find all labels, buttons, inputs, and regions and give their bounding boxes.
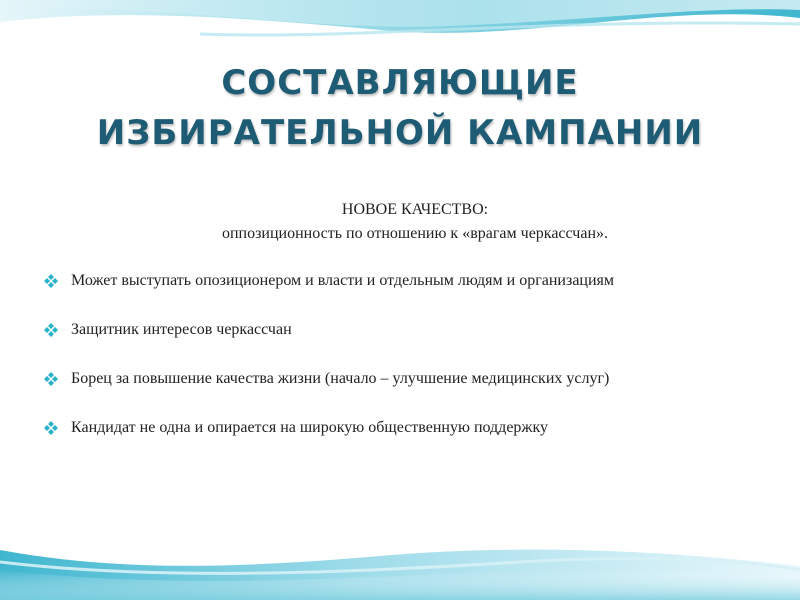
bullet-text: Защитник интересов черкассчан	[71, 321, 292, 338]
subheading-title-line	[0, 198, 800, 222]
subheading	[0, 198, 800, 246]
diamond-bullet-icon	[44, 274, 58, 288]
diamond-bullet-icon	[44, 323, 58, 337]
diamond-bullet-icon	[44, 372, 58, 386]
bullet-text: Может выступать опозиционером и власти и отдельным людям и организациям	[71, 272, 615, 289]
slide-title	[0, 58, 800, 158]
bullet-list	[44, 270, 784, 466]
list-item	[44, 319, 784, 341]
list-item	[44, 270, 784, 292]
slide-title-line-1: СОСТАВЛЯЮЩИЕ	[221, 63, 579, 103]
list-item	[44, 417, 784, 439]
bullet-text: Борец за повышение качества жизни (начало – улучшение медицинских услуг)	[71, 370, 610, 387]
subheading-colon: :	[483, 201, 489, 218]
subheading-text: оппозиционность по отношению к «врагам черкассчан».	[221, 225, 609, 242]
slide-title-line-2: ИЗБИРАТЕЛЬНОЙ КАМПАНИИ	[96, 113, 704, 153]
list-item	[44, 368, 784, 390]
diamond-bullet-icon	[44, 421, 58, 435]
bullet-text: Кандидат не одна и опирается на широкую общественную поддержку	[71, 419, 549, 436]
subheading-title: НОВОЕ КАЧЕСТВО	[341, 201, 484, 218]
bottom-wave-decoration	[0, 510, 800, 600]
